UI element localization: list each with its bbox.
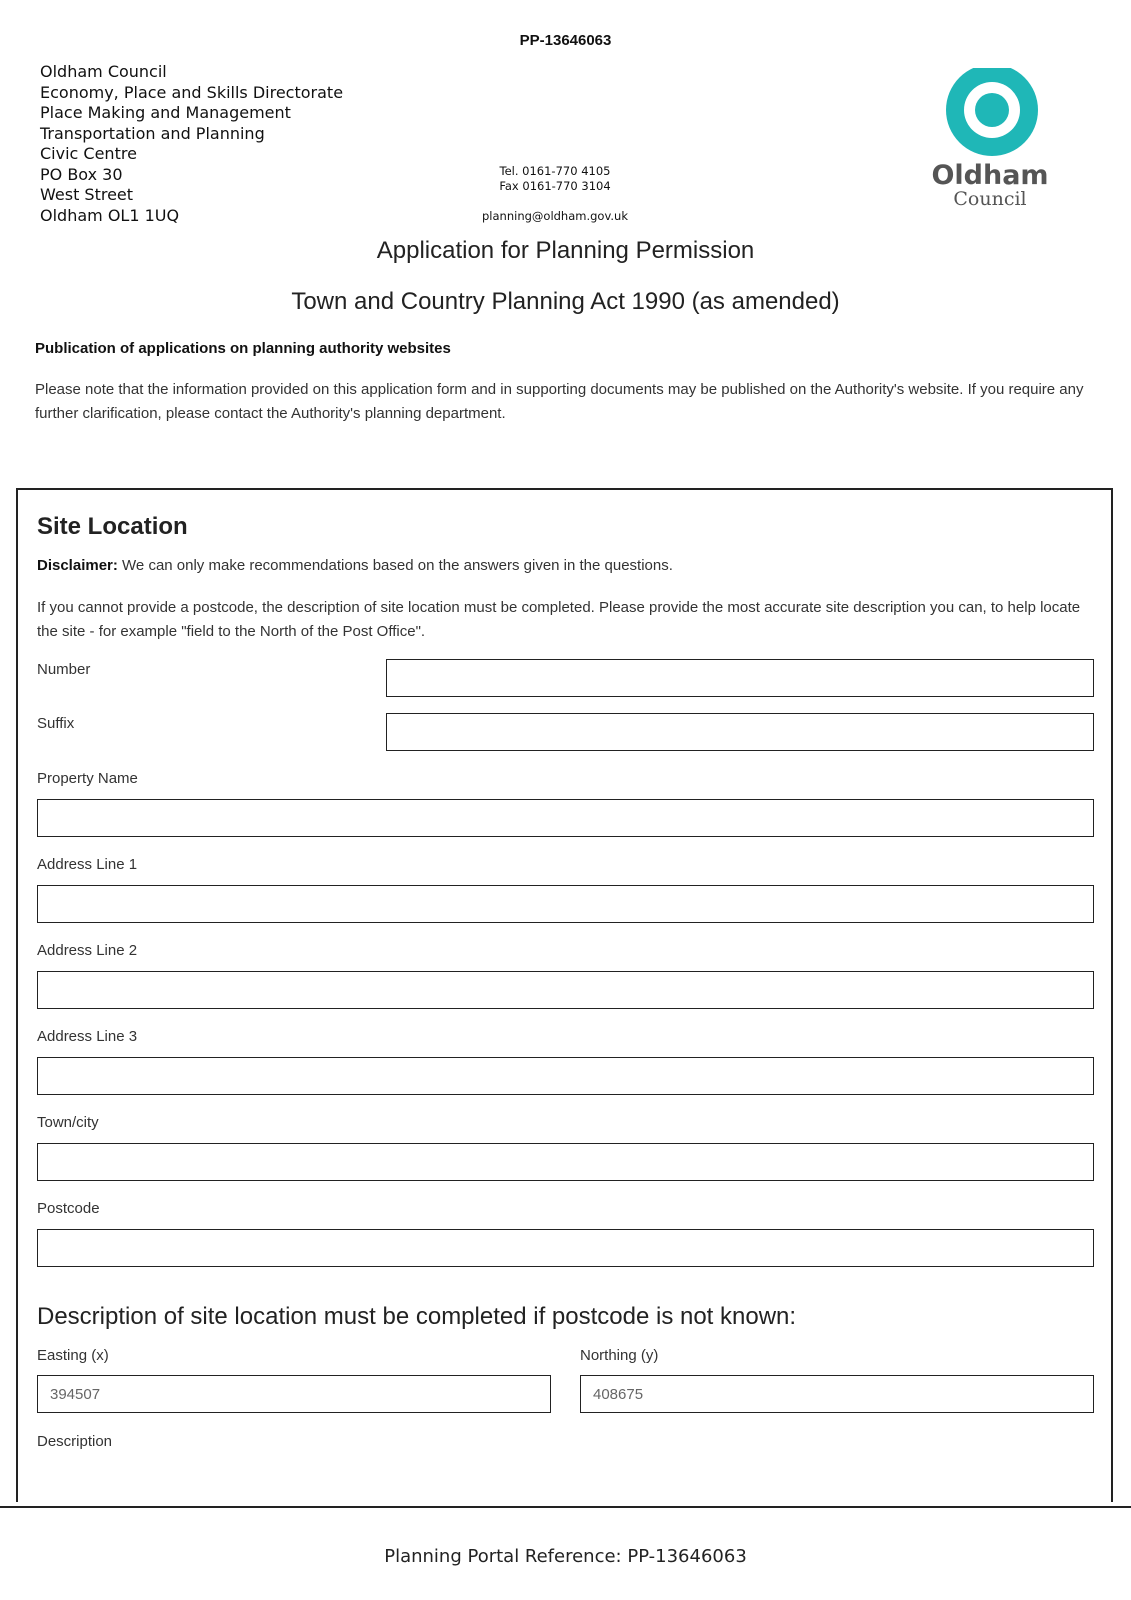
council-address xyxy=(40,62,343,226)
easting-field[interactable] xyxy=(37,1375,551,1413)
site-instructions: If you cannot provide a postcode, the description of site location must be completed. Please provide the most accurate site description you can, to help locate the site - for example "field to the North of the Post Office". xyxy=(37,599,1081,640)
publication-heading: Publication of applications on planning authority websites xyxy=(35,340,451,357)
address-line: Oldham OL1 1UQ xyxy=(40,205,180,225)
address-line: Economy, Place and Skills Directorate xyxy=(40,82,344,102)
town-city-field[interactable] xyxy=(37,1143,1094,1181)
suffix-field[interactable] xyxy=(386,713,1094,751)
address-line-1-label: Address Line 1 xyxy=(37,856,138,873)
address-line: PO Box 30 xyxy=(40,164,123,184)
address-line-3-label: Address Line 3 xyxy=(37,1028,138,1045)
footer-reference: Planning Portal Reference: PP-13646063 xyxy=(384,1546,747,1567)
contact-fax: Fax 0161-770 3104 xyxy=(499,179,611,193)
address-line: Oldham Council xyxy=(40,62,167,81)
address-line: West Street xyxy=(40,185,134,204)
disclaimer-text: We can only make recommendations based on the answers given in the questions. xyxy=(117,557,673,574)
logo-word: Oldham xyxy=(931,160,1049,191)
postcode-label: Postcode xyxy=(37,1200,100,1217)
section-title: Site Location xyxy=(37,513,188,540)
postcode-field[interactable] xyxy=(37,1229,1094,1267)
address-line-3-field[interactable] xyxy=(37,1057,1094,1095)
address-line: Place Making and Management xyxy=(40,103,291,122)
disclaimer-label: Disclaimer: xyxy=(37,557,118,574)
reference-number: PP-13646063 xyxy=(519,32,612,49)
number-field[interactable] xyxy=(386,659,1094,697)
address-line: Transportation and Planning xyxy=(40,123,265,143)
town-city-label: Town/city xyxy=(37,1114,99,1131)
description-heading: Description of site location must be completed if postcode is not known: xyxy=(37,1303,797,1330)
address-line-2-field[interactable] xyxy=(37,971,1094,1009)
disclaimer xyxy=(37,557,673,574)
address-line-2-label: Address Line 2 xyxy=(37,942,138,959)
description-label: Description xyxy=(37,1433,113,1450)
oldham-council-logo xyxy=(920,68,1070,218)
property-name-field[interactable] xyxy=(37,799,1094,837)
address-line-1-field[interactable] xyxy=(37,885,1094,923)
page-divider xyxy=(0,1506,1131,1508)
logo-subword: Council xyxy=(953,188,1027,210)
property-name-label: Property Name xyxy=(37,770,138,787)
form-title: Application for Planning Permission xyxy=(376,237,755,264)
address-line: Civic Centre xyxy=(40,144,137,163)
logo-ring-icon xyxy=(920,68,1070,163)
northing-label: Northing (y) xyxy=(580,1347,659,1364)
northing-field[interactable] xyxy=(580,1375,1094,1413)
contact-tel: Tel. 0161-770 4105 xyxy=(499,164,611,178)
act-title: Town and Country Planning Act 1990 (as amended) xyxy=(291,288,840,315)
number-label: Number xyxy=(37,661,91,678)
contact-email: planning@oldham.gov.uk xyxy=(482,209,628,223)
suffix-label: Suffix xyxy=(37,715,75,732)
publication-text: Please note that the information provided on this application form and in supporting documents may be published on the Authority's website. If you require any further clarification, please contact the Authority's planning department. xyxy=(35,381,1084,422)
easting-label: Easting (x) xyxy=(37,1347,109,1364)
